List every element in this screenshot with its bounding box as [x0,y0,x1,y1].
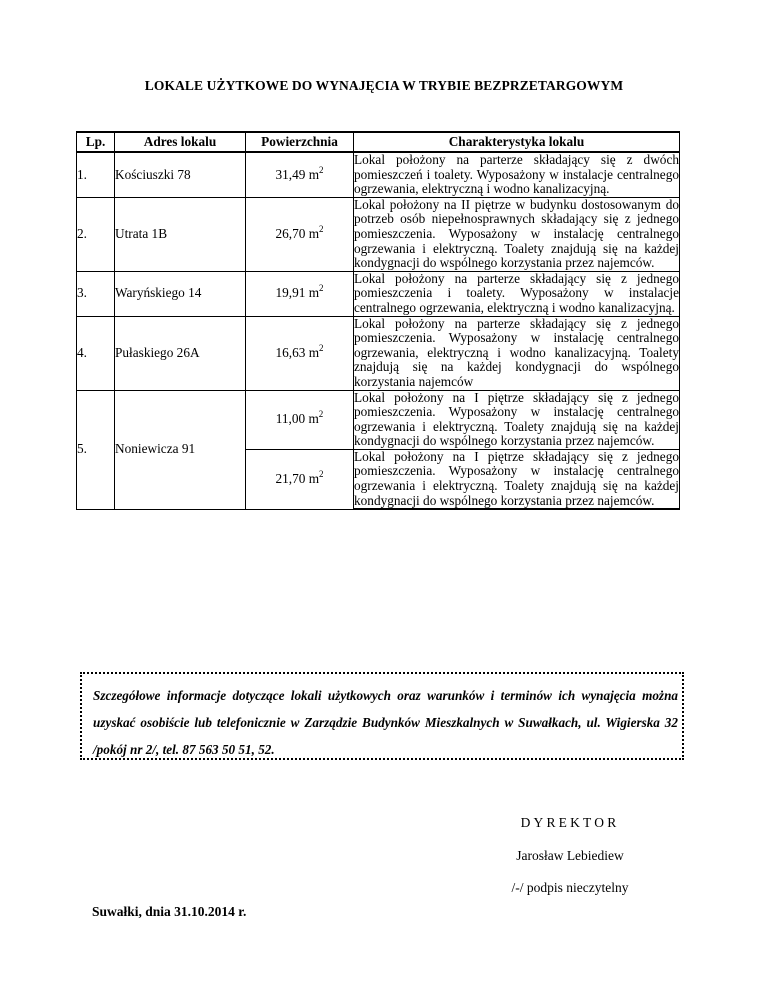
director-name: Jarosław Lebiediew [516,848,624,863]
info-box [80,672,684,760]
table-header-row [77,132,680,152]
table-row [77,152,680,197]
table-row [77,390,680,449]
signature-note: /-/ podpis nieczytelny [511,880,629,895]
place-date: Suwałki, dnia 31.10.2014 r. [92,904,247,919]
row-lp: 4. [77,316,115,390]
row-description: Lokal położony na I piętrze składający się z jednego pomieszczenia. Wyposażony w instalację centralnego ogrzewania i elektryczną. Toalety znajdują się na każdej kondygnacji do wspólnego korzystania przez najemców. [354,448,679,508]
area-value: 21,70 m [275,471,320,487]
header-address: Adres lokalu [115,132,246,152]
table-row [77,197,680,271]
area-value: 16,63 m [275,344,320,360]
row-area [246,271,354,316]
area-value: 11,00 m [275,411,319,427]
header-area: Powierzchnia [246,132,354,152]
row-description: Lokal położony na parterze składający się z jednego pomieszczenia i toalety. Wyposażony w instalacje centralnego ogrzewania, elektryczną i wodno kanalizacyjną. [354,270,679,315]
info-text: Szczegółowe informacje dotyczące lokali użytkowych oraz warunków i terminów ich wynajęcia można uzyskać osobiście lub telefonicznie w Zarządzie Budynków Mieszkalnych w Suwałkach, ul. Wigierska 32 /pokój nr 2/, tel. 87 563 50 51, 52. [93,688,678,757]
row-description: Lokal położony na I piętrze składający się z jednego pomieszczenia. Wyposażony w instalację centralnego ogrzewania i elektryczną. Toalety znajdują się na każdej kondygnacji do wspólnego korzystania przez najemców. [354,389,679,449]
row-area [246,390,354,449]
header-description: Charakterystyka lokalu [354,132,680,152]
area-unit-exponent: 2 [319,164,324,175]
row-description: Lokal położony na parterze składający się z jednego pomieszczenia. Wyposażony w instalację centralnego ogrzewania, elektryczną i wodno kanalizacyjną. Toalety znajdują się na każdej kondygnacji do wspólnego korzystania najemców [354,315,679,389]
row-area [246,316,354,390]
row-area [246,152,354,197]
row-address: Pułaskiego 26A [115,316,246,390]
director-title: DYREKTOR [520,815,620,830]
row-description: Lokal położony na II piętrze w budynku dostosowanym do potrzeb osób niepełnosprawnych składający się z jednego pomieszczenia. Wyposażony w instalację centralnego ogrzewania i elektryczną. Toalety znajdują się na każdej kondygnacji do wspólnego korzystania przez najemców. [354,196,679,271]
area-value: 31,49 m [275,166,320,182]
row-lp: 5. [77,390,115,509]
row-address: Utrata 1B [115,197,246,271]
header-lp: Lp. [77,132,115,152]
row-description: Lokal położony na parterze składający się z dwóch pomieszczeń i toalety. Wyposażony w instalacje centralnego ogrzewania, elektryczną i wodno kanalizacyjną. [354,152,679,197]
row-lp: 1. [77,152,115,197]
area-value: 19,91 m [275,285,320,301]
area-value: 26,70 m [275,225,320,241]
area-unit-exponent: 2 [319,342,324,353]
area-unit-exponent: 2 [319,223,324,234]
area-unit-exponent: 2 [318,409,324,420]
row-lp: 3. [77,271,115,316]
table-row [77,316,680,390]
row-address: Waryńskiego 14 [115,271,246,316]
document-title: LOKALE UŻYTKOWE DO WYNAJĘCIA W TRYBIE BEZPRZETARGOWYM [144,78,624,93]
table-row [77,271,680,316]
row-address: Kościuszki 78 [115,152,246,197]
row-address: Noniewicza 91 [115,390,246,509]
area-unit-exponent: 2 [319,283,324,294]
row-area [246,449,354,509]
row-area [246,197,354,271]
rentals-table [76,131,680,510]
area-unit-exponent: 2 [319,469,324,480]
row-lp: 2. [77,197,115,271]
